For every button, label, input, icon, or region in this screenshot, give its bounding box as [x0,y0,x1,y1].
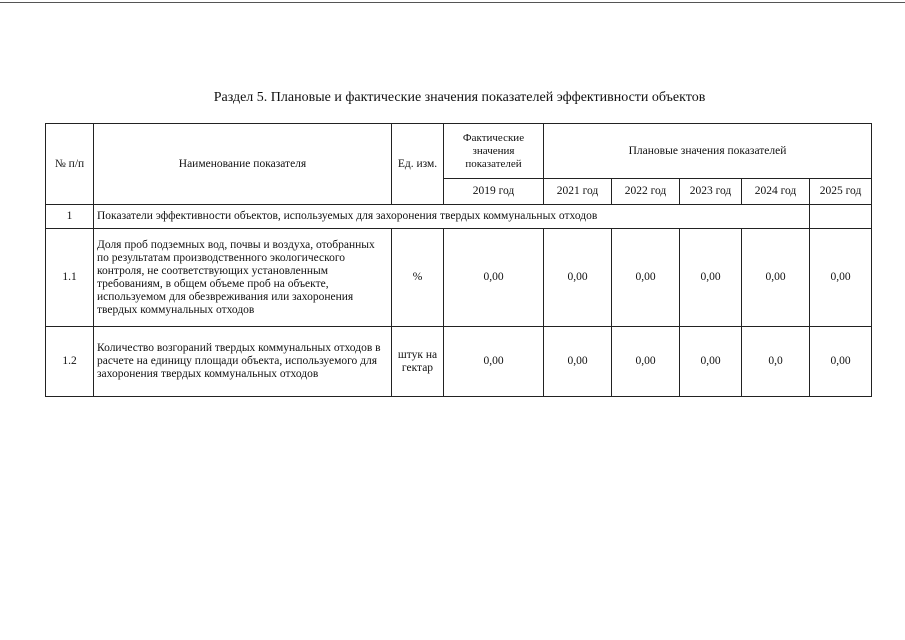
table-row [46,229,872,327]
header-year: 2023 год [680,179,742,205]
row-value: 0,00 [544,327,612,397]
header-year: 2025 год [810,179,872,205]
header-planned: Плановые значения показателей [544,124,872,179]
section-empty-cell [742,205,810,229]
row-num: 1.1 [46,229,94,327]
section-row [46,205,872,229]
header-num: № п/п [46,124,94,205]
row-value: 0,00 [544,229,612,327]
row-value: 0,00 [680,327,742,397]
row-value: 0,00 [810,229,872,327]
header-year: 2022 год [612,179,680,205]
row-value: 0,00 [612,229,680,327]
row-value: 0,00 [810,327,872,397]
row-value: 0,00 [444,229,544,327]
indicators-table [45,123,872,397]
row-value: 0,00 [444,327,544,397]
row-num: 1.2 [46,327,94,397]
header-row-1 [46,124,872,179]
top-rule [0,2,905,3]
header-name: Наименование показателя [94,124,392,205]
section-num: 1 [46,205,94,229]
row-value: 0,00 [742,229,810,327]
section-name: Показатели эффективности объектов, используемых для захоронения твердых коммунальных отходов [94,205,742,229]
row-value: 0,00 [612,327,680,397]
row-value: 0,0 [742,327,810,397]
table-row [46,327,872,397]
row-indicator-name: Доля проб подземных вод, почвы и воздуха, отобранных по результатам производственного экологического контроля, не соответствующих установленным требованиям, в общем объеме проб на объекте, используемом для обезвреживания или захоронения твердых коммунальных отходов [94,229,392,327]
header-year: 2024 год [742,179,810,205]
section-empty-cell [810,205,872,229]
row-value: 0,00 [680,229,742,327]
header-actual: Фактические значения показателей [444,124,544,179]
header-unit: Ед. изм. [392,124,444,205]
section-title: Раздел 5. Плановые и фактические значения показателей эффективности объектов [213,90,706,105]
header-year: 2019 год [444,179,544,205]
row-unit: % [392,229,444,327]
row-indicator-name: Количество возгораний твердых коммунальных отходов в расчете на единицу площади объекта, используемого для захоронения твердых коммунальных отходов [94,327,392,397]
row-unit: штук на гектар [392,327,444,397]
header-year: 2021 год [544,179,612,205]
